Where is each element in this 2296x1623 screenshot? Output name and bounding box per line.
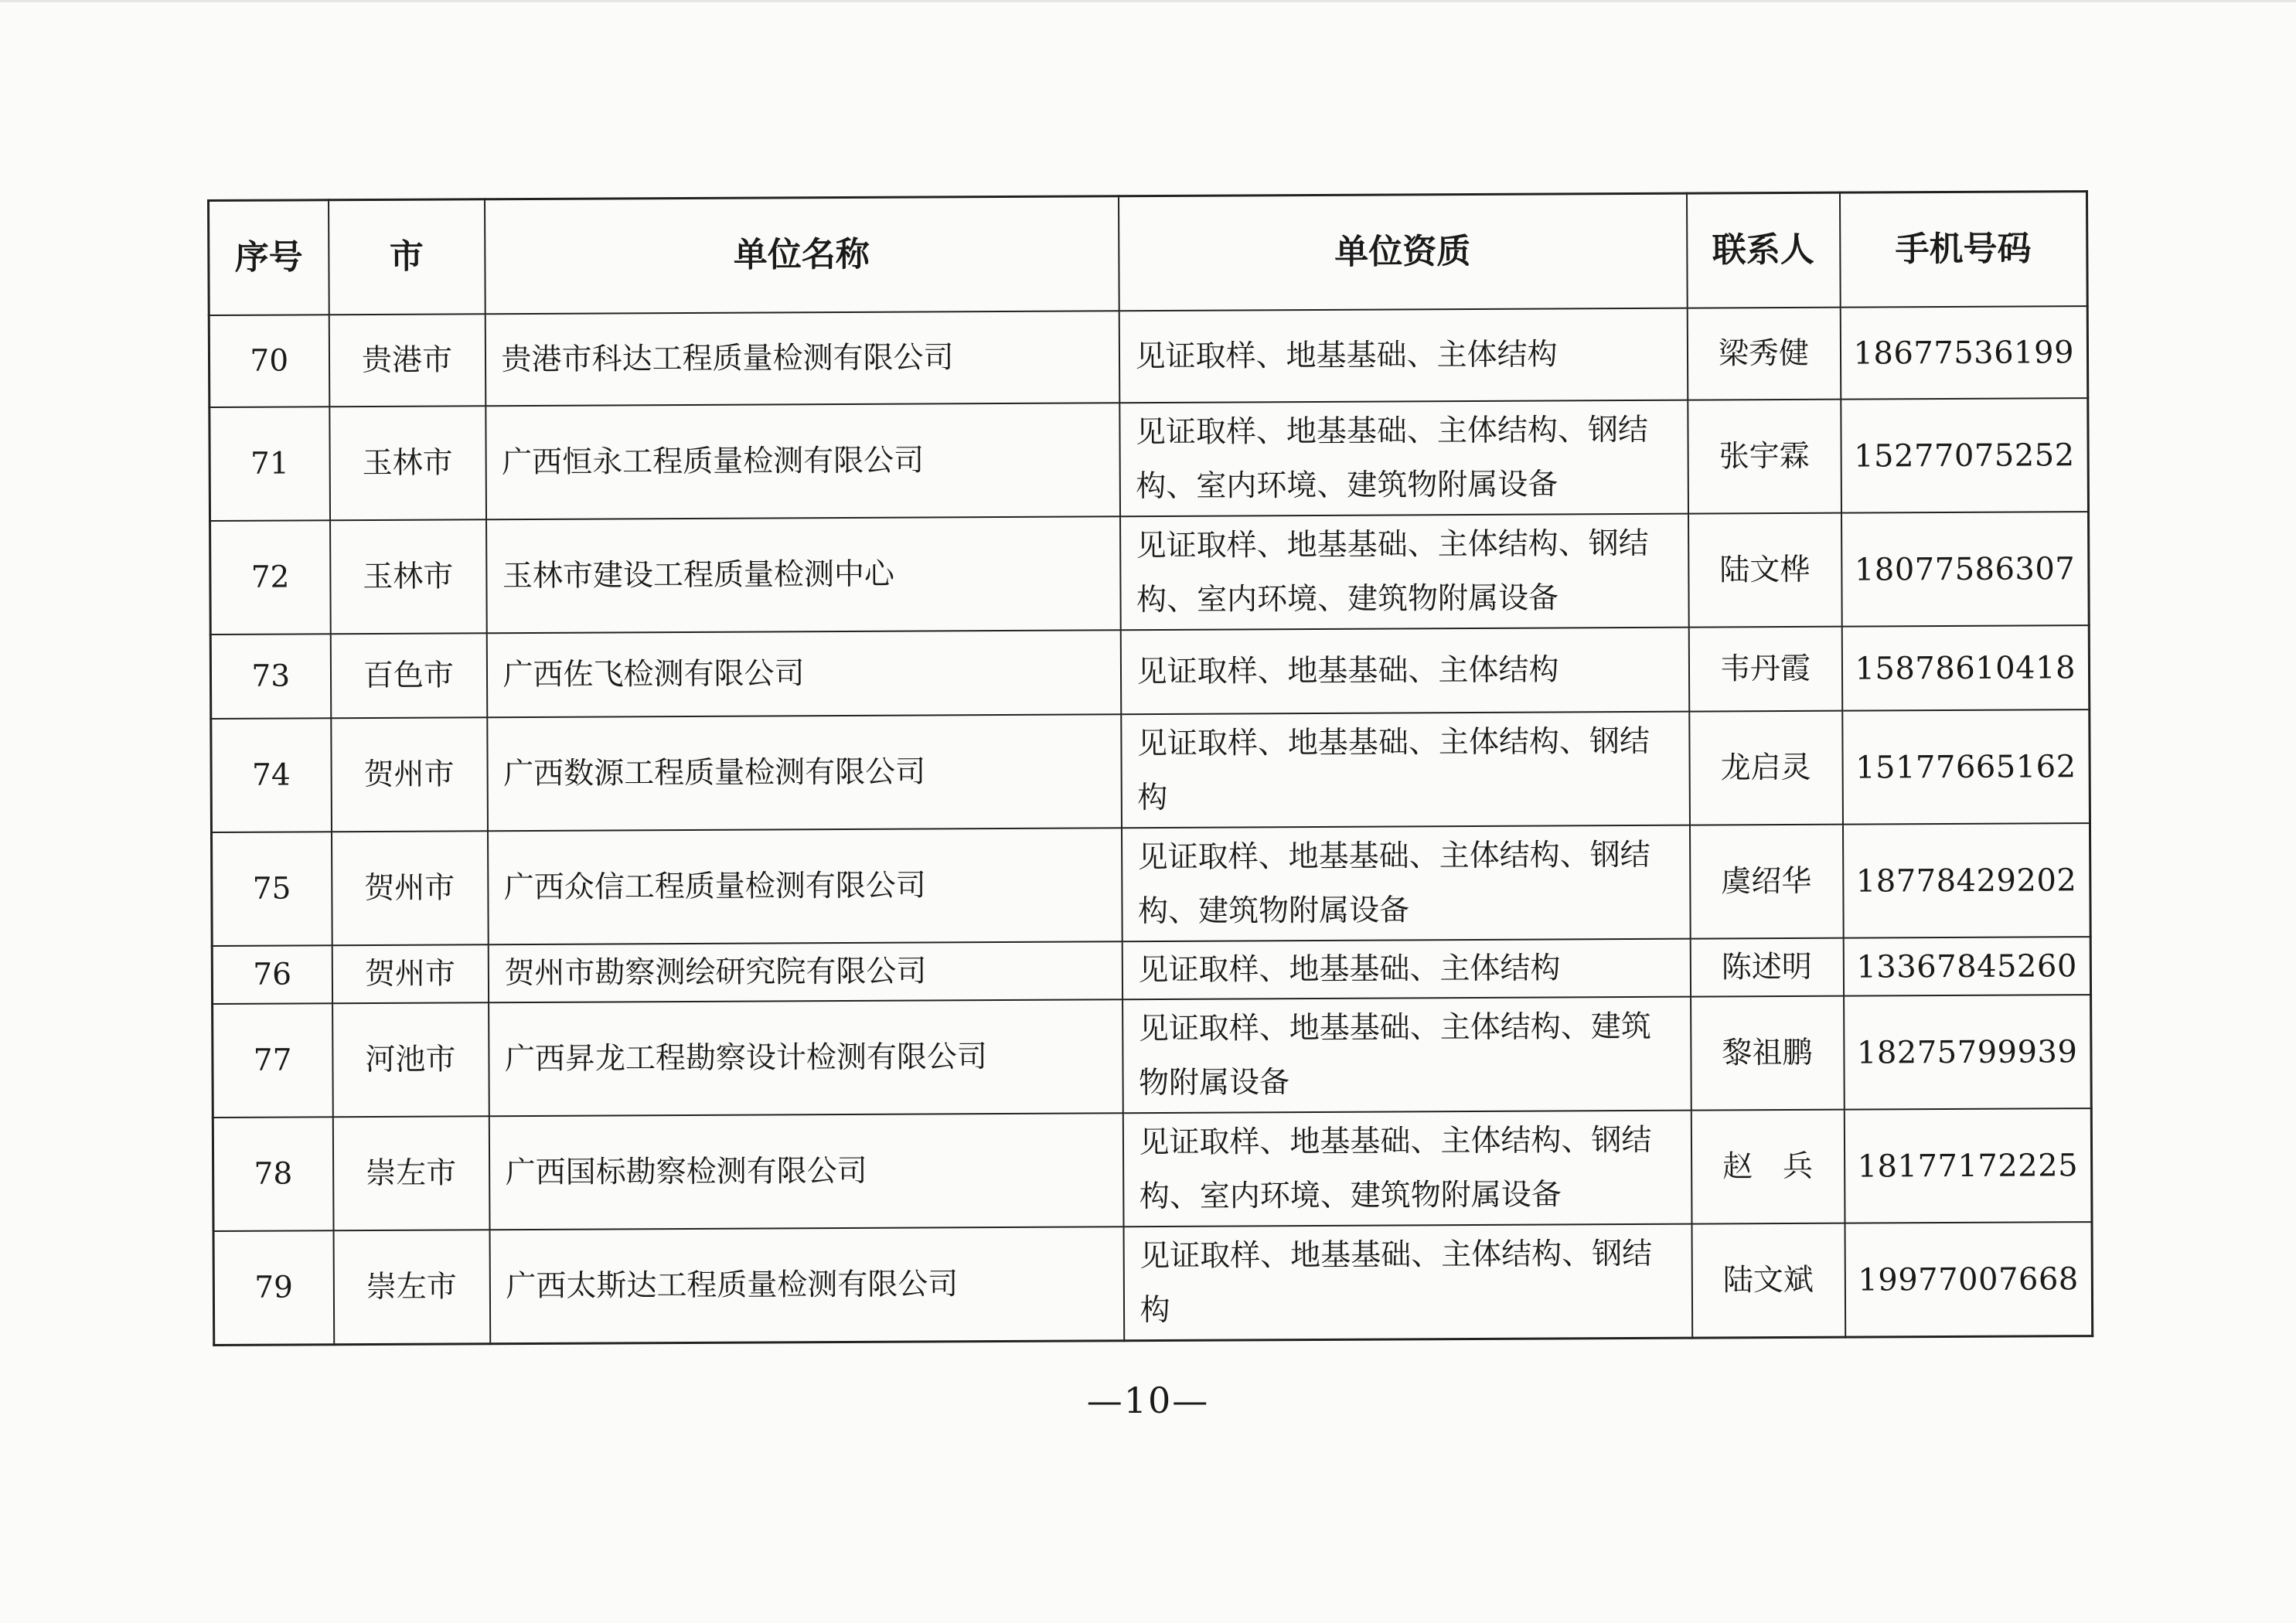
row-serial-number: 71 [210, 407, 330, 521]
row-phone: 15878610418 [1841, 625, 2090, 711]
row-contact: 韦丹霞 [1688, 627, 1842, 712]
row-serial-number: 73 [210, 634, 331, 719]
row-city: 玉林市 [329, 406, 486, 520]
table-row [212, 823, 2091, 946]
row-contact: 张宇霖 [1688, 400, 1841, 514]
row-unit-name: 贺州市勘察测绘研究院有限公司 [488, 941, 1122, 1002]
row-serial-number: 76 [212, 945, 332, 1004]
table-row [213, 995, 2092, 1118]
row-unit-name: 广西太斯达工程质量检测有限公司 [489, 1227, 1124, 1344]
row-unit-name: 贵港市科达工程质量检测有限公司 [485, 311, 1119, 406]
row-city: 贺州市 [331, 717, 488, 832]
row-contact: 陆文斌 [1691, 1223, 1845, 1338]
row-unit-name: 广西昇龙工程勘察设计检测有限公司 [489, 999, 1123, 1116]
row-unit-name: 广西数源工程质量检测有限公司 [487, 714, 1122, 831]
row-qualification: 见证取样、地基基础、主体结构、钢结构、建筑物附属设备 [1121, 825, 1690, 942]
row-qualification: 见证取样、地基基础、主体结构、建筑物附属设备 [1122, 997, 1691, 1114]
row-city: 玉林市 [330, 519, 487, 634]
row-contact: 黎祖鹏 [1691, 996, 1845, 1111]
row-serial-number: 78 [213, 1117, 333, 1231]
row-city: 贺州市 [332, 831, 489, 945]
header-serial-number: 序号 [209, 200, 329, 315]
table-row [209, 306, 2088, 407]
header-qualification: 单位资质 [1118, 193, 1687, 311]
row-phone: 19977007668 [1845, 1222, 2093, 1337]
row-contact: 梁秀健 [1687, 308, 1841, 400]
row-city: 贺州市 [332, 944, 488, 1003]
table-row [210, 398, 2089, 521]
row-qualification: 见证取样、地基基础、主体结构 [1119, 308, 1688, 403]
row-qualification: 见证取样、地基基础、主体结构、钢结构、室内环境、建筑物附属设备 [1122, 1111, 1691, 1227]
header-city: 市 [329, 199, 485, 315]
table-row [211, 709, 2090, 832]
row-phone: 15277075252 [1841, 398, 2089, 513]
row-unit-name: 玉林市建设工程质量检测中心 [486, 516, 1121, 633]
row-city: 崇左市 [332, 1116, 489, 1230]
page-number: —10— [1086, 1380, 1210, 1421]
row-unit-name: 广西佐飞检测有限公司 [486, 630, 1121, 717]
row-qualification: 见证取样、地基基础、主体结构、钢结构 [1121, 712, 1690, 829]
row-qualification: 见证取样、地基基础、主体结构、钢结构、室内环境、建筑物附属设备 [1120, 514, 1689, 631]
row-city: 百色市 [330, 633, 487, 718]
document-page [207, 190, 2091, 1346]
row-unit-name: 广西国标勘察检测有限公司 [489, 1113, 1123, 1230]
row-phone: 18275799939 [1844, 995, 2092, 1110]
row-contact: 赵 兵 [1691, 1110, 1845, 1224]
row-phone: 18778429202 [1842, 823, 2090, 938]
row-qualification: 见证取样、地基基础、主体结构、钢结构 [1123, 1224, 1692, 1341]
header-unit-name: 单位名称 [485, 196, 1119, 315]
row-phone: 15177665162 [1842, 709, 2090, 825]
table-row [213, 1222, 2093, 1345]
row-unit-name: 广西恒永工程质量检测有限公司 [485, 403, 1120, 519]
row-contact: 龙启灵 [1689, 711, 1843, 825]
row-serial-number: 72 [210, 520, 331, 635]
row-contact: 陈述明 [1690, 938, 1843, 997]
row-serial-number: 79 [213, 1230, 334, 1345]
row-contact: 陆文桦 [1688, 513, 1842, 628]
table-header-row [209, 192, 2088, 315]
table-row [212, 937, 2090, 1004]
row-serial-number: 75 [212, 832, 332, 946]
row-qualification: 见证取样、地基基础、主体结构 [1122, 939, 1690, 1000]
header-contact: 联系人 [1686, 192, 1840, 308]
row-contact: 虞绍华 [1689, 825, 1843, 939]
inspection-agency-table [207, 190, 2093, 1346]
row-phone: 13367845260 [1843, 937, 2090, 996]
row-city: 崇左市 [333, 1230, 490, 1344]
row-city: 贵港市 [329, 314, 485, 407]
row-qualification: 见证取样、地基基础、主体结构 [1120, 628, 1689, 715]
row-serial-number: 74 [211, 718, 332, 832]
row-serial-number: 70 [209, 315, 329, 407]
table-row [210, 625, 2090, 719]
row-phone: 18677536199 [1840, 306, 2088, 400]
header-phone: 手机号码 [1839, 192, 2087, 308]
row-phone: 18077586307 [1841, 512, 2090, 627]
table-row [213, 1108, 2092, 1231]
row-qualification: 见证取样、地基基础、主体结构、钢结构、室内环境、建筑物附属设备 [1119, 400, 1688, 517]
row-phone: 18177172225 [1844, 1108, 2092, 1223]
row-city: 河池市 [332, 1002, 489, 1117]
row-unit-name: 广西众信工程质量检测有限公司 [487, 828, 1122, 944]
scan-edge [0, 0, 2296, 2]
row-serial-number: 77 [213, 1003, 333, 1118]
table-row [210, 512, 2090, 635]
